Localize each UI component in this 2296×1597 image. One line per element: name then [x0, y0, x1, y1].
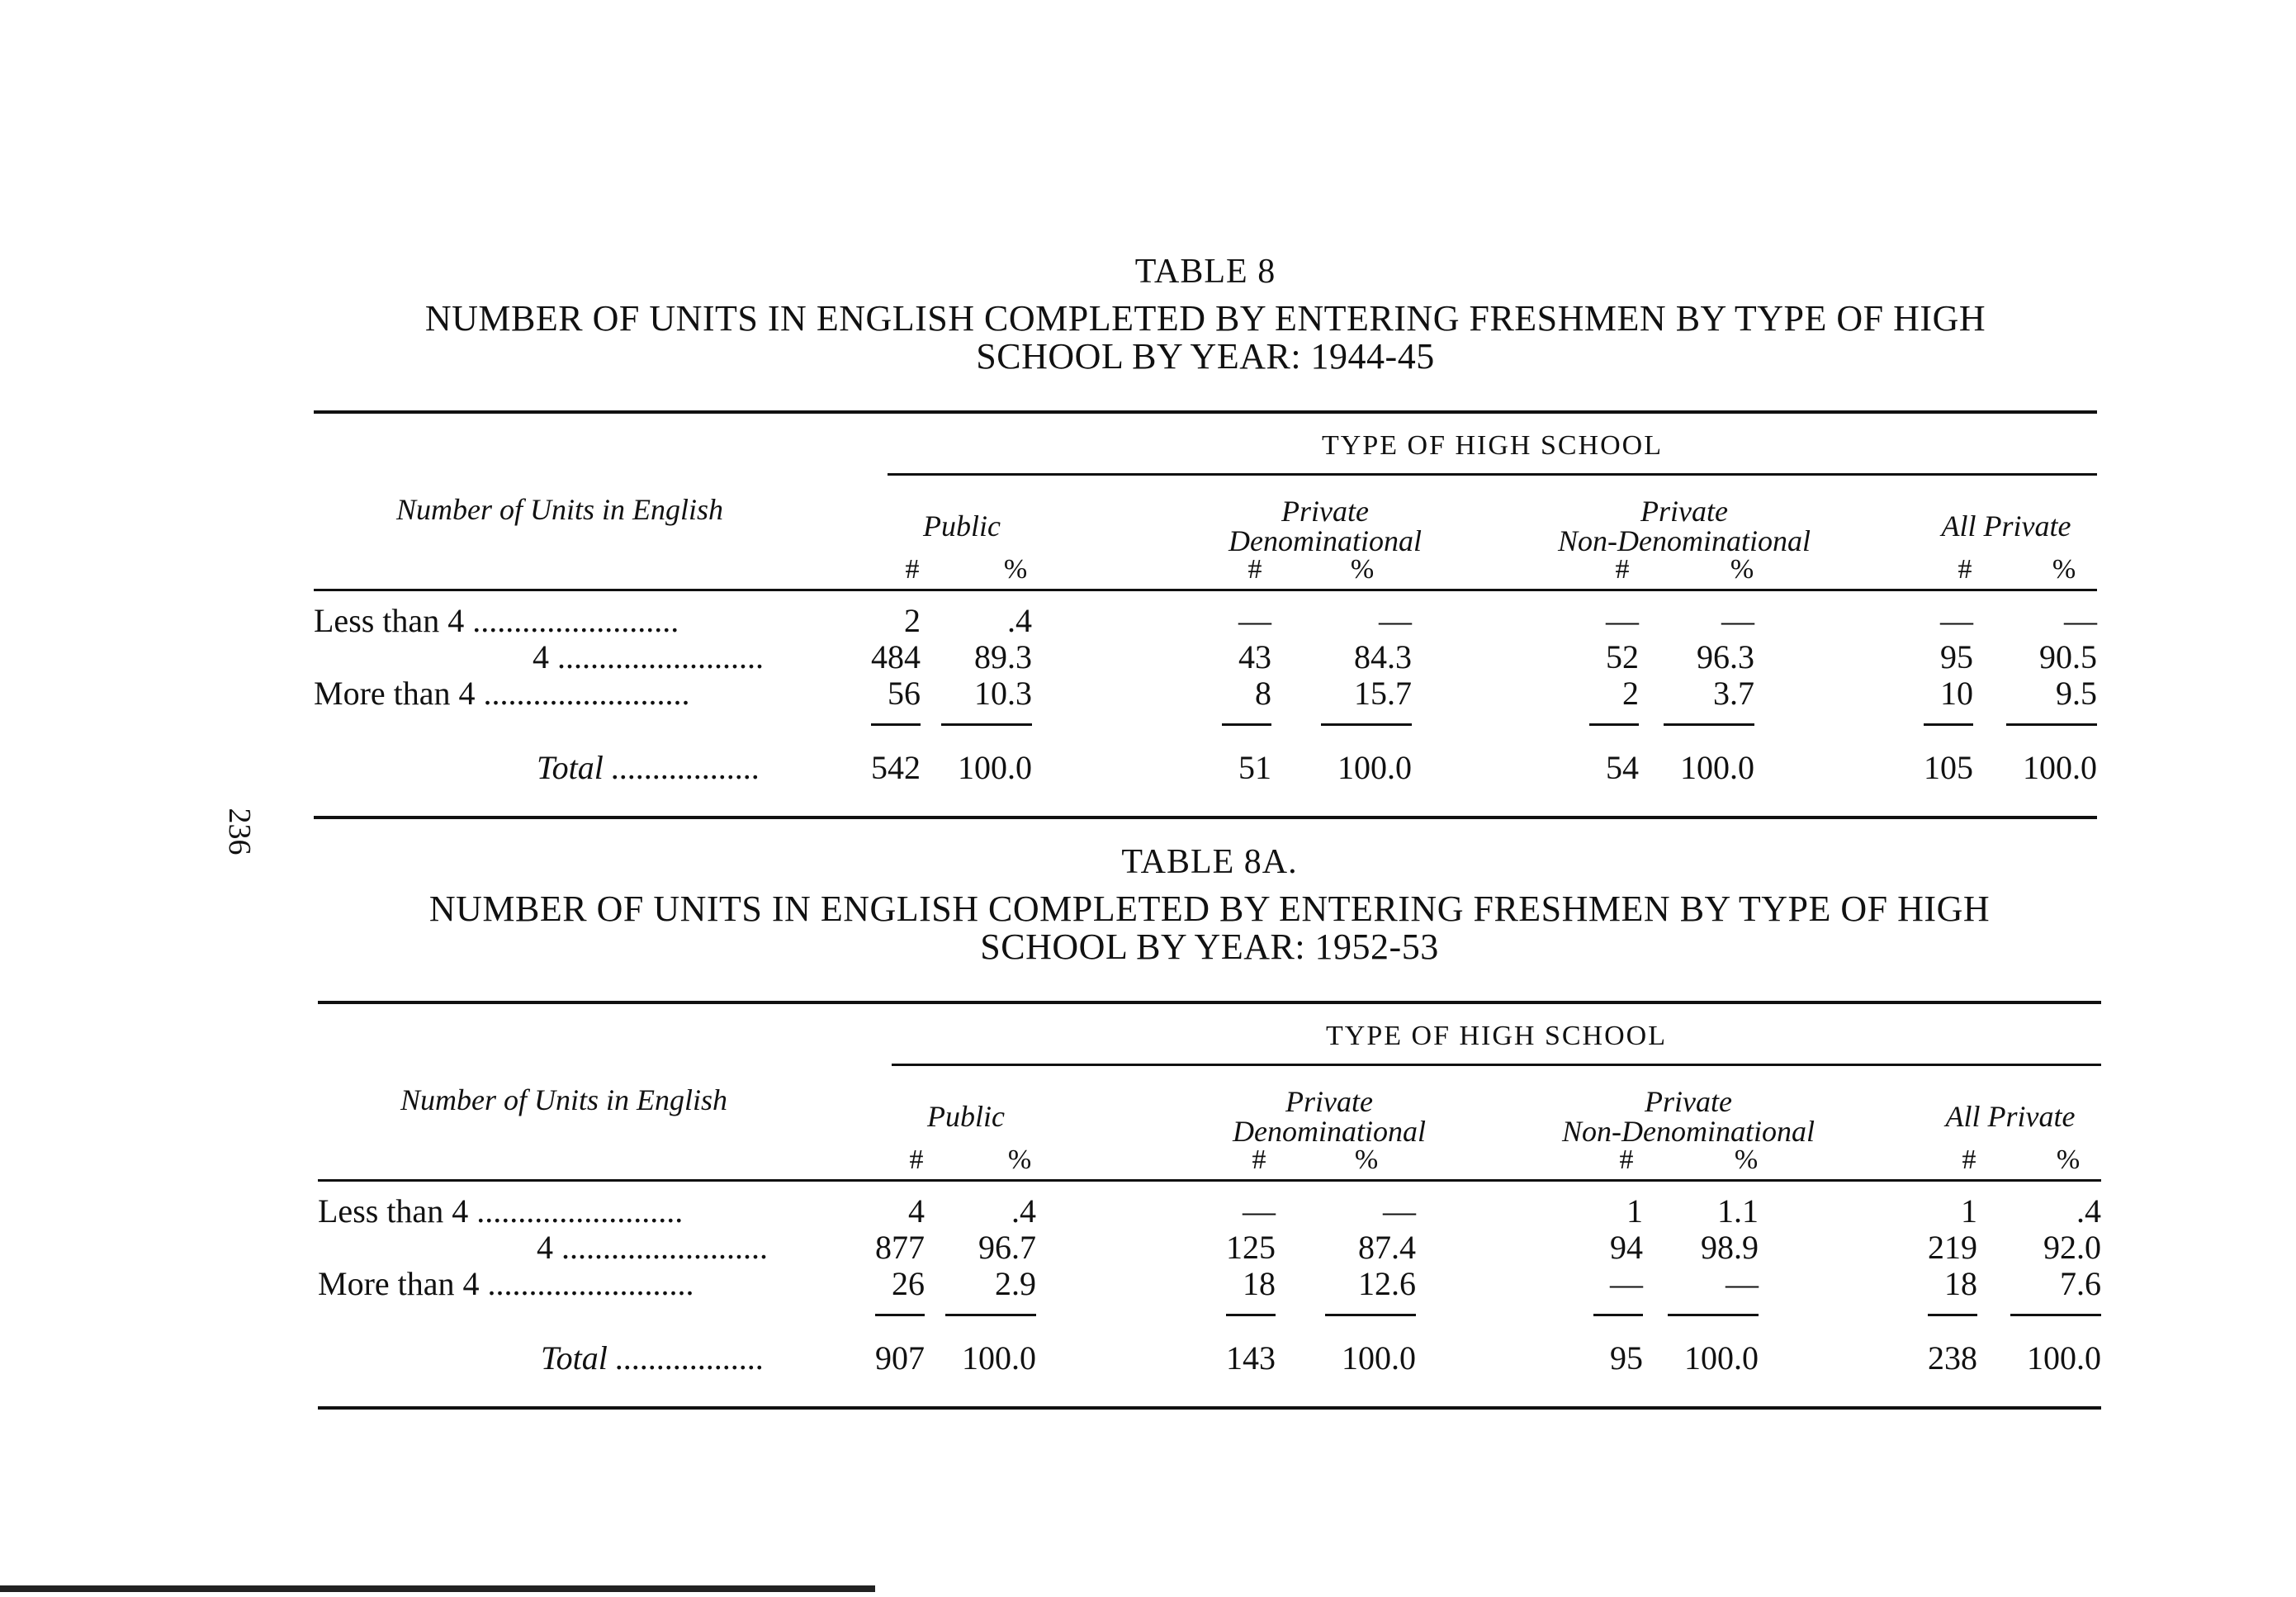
col-header-denom-num: #	[1247, 554, 1262, 585]
cell-percent: 10.3	[974, 675, 1032, 712]
table-grid	[314, 414, 2097, 819]
table-title-line-1: NUMBER OF UNITS IN ENGLISH COMPLETED BY ENTERING FRESHMEN BY TYPE OF HIGH	[424, 298, 1986, 339]
group-header-line-2: Denominational	[1228, 524, 1422, 557]
cell-count: 143	[1226, 1339, 1276, 1377]
subtotal-rule	[945, 1314, 1036, 1316]
subtotal-rule	[2010, 1314, 2101, 1316]
group-header-public	[883, 511, 1040, 541]
type-of-high-school-header: TYPE OF HIGH SCHOOL	[1326, 1021, 1667, 1051]
cell-count: 2	[904, 602, 921, 639]
cell-count: 907	[875, 1339, 925, 1377]
table-body	[318, 1182, 2101, 1406]
group-header-private-denominational	[1189, 496, 1461, 556]
cell-count: —	[1238, 602, 1271, 639]
cell-count: 2	[1622, 675, 1639, 712]
group-header-line-2: Non-Denominational	[1562, 1115, 1815, 1148]
row-label: More than 4 .........................	[314, 675, 690, 712]
subtotal-rule	[2006, 723, 2097, 726]
cell-percent: 3.7	[1713, 675, 1754, 712]
cell-percent: —	[1379, 602, 1412, 639]
row-label: More than 4 .........................	[318, 1265, 694, 1302]
cell-percent: 7.6	[2060, 1265, 2101, 1302]
bottom-rule	[318, 1406, 2101, 1410]
cell-count: 105	[1924, 749, 1973, 786]
cell-percent: 15.7	[1354, 675, 1412, 712]
subtotal-rule	[1589, 723, 1639, 726]
total-label: Total ..................	[537, 749, 760, 786]
table-row	[318, 1192, 2101, 1228]
total-row	[314, 748, 2097, 784]
group-header-line-1: Private	[1645, 1085, 1732, 1118]
row-label: Less than 4 .........................	[318, 1192, 684, 1230]
cell-count: —	[1243, 1192, 1276, 1230]
subtotal-rule	[1924, 723, 1973, 726]
cell-percent: 100.0	[1680, 749, 1754, 786]
subtotal-rule	[941, 723, 1032, 726]
cell-percent: 100.0	[1337, 749, 1412, 786]
cell-percent: 87.4	[1358, 1229, 1416, 1266]
page-number: 236	[222, 808, 257, 855]
col-header-allprivate-num: #	[1958, 554, 1972, 585]
table-row	[314, 637, 2097, 674]
group-header-line-2: Denominational	[1233, 1115, 1426, 1148]
cell-count: 56	[888, 675, 921, 712]
col-header-public-pct: %	[1003, 554, 1028, 585]
group-header-line-1: Private	[1285, 1085, 1373, 1118]
group-header-line-2: Non-Denominational	[1558, 524, 1811, 557]
cell-count: 94	[1610, 1229, 1643, 1266]
cell-count: 484	[871, 638, 921, 675]
cell-percent: 100.0	[1342, 1339, 1416, 1377]
table-label: TABLE 8A.	[1121, 843, 1298, 881]
bottom-rule	[314, 816, 2097, 819]
col-header-public-num: #	[905, 554, 920, 585]
row-label: 4 .........................	[533, 638, 764, 675]
cell-percent: .4	[1011, 1192, 1036, 1230]
group-header-line-1: Private	[1640, 495, 1728, 528]
col-header-public-num: #	[909, 1144, 924, 1175]
group-header-line-1: Public	[923, 509, 1001, 543]
subtotal-rule	[1593, 1314, 1643, 1316]
table-row	[318, 1264, 2101, 1301]
subtotal-rule	[1664, 723, 1754, 726]
cell-count: —	[1610, 1265, 1643, 1302]
type-of-high-school-header: TYPE OF HIGH SCHOOL	[1322, 430, 1663, 461]
group-header-line-1: All Private	[1941, 509, 2071, 543]
cell-percent: 90.5	[2039, 638, 2097, 675]
cell-percent: 2.9	[995, 1265, 1036, 1302]
group-header-all-private	[1920, 1102, 2101, 1131]
group-header-line-1: All Private	[1945, 1100, 2076, 1133]
subtotal-rule	[1325, 1314, 1416, 1316]
cell-count: 54	[1606, 749, 1639, 786]
cell-percent: 98.9	[1701, 1229, 1759, 1266]
group-header-private-denominational	[1193, 1087, 1465, 1146]
table-header	[318, 1004, 2101, 1179]
row-header: Number of Units in English	[396, 493, 724, 526]
cell-percent: 100.0	[1684, 1339, 1759, 1377]
cell-count: —	[1940, 602, 1973, 639]
cell-count: 877	[875, 1229, 925, 1266]
table-title-line-2: SCHOOL BY YEAR: 1944-45	[976, 336, 1435, 377]
cell-percent: —	[2064, 602, 2097, 639]
type-header-rule	[888, 473, 2097, 476]
group-header-line-1: Private	[1281, 495, 1369, 528]
col-header-denom-pct: %	[1354, 1144, 1379, 1175]
cell-percent: 100.0	[2023, 749, 2097, 786]
cell-count: 1	[1961, 1192, 1977, 1230]
table-8	[314, 252, 2097, 819]
row-label: 4 .........................	[537, 1229, 768, 1266]
cell-percent: 9.5	[2056, 675, 2097, 712]
row-label: Less than 4 .........................	[314, 602, 679, 639]
table-row	[314, 674, 2097, 710]
table-title-line-1: NUMBER OF UNITS IN ENGLISH COMPLETED BY ENTERING FRESHMEN BY TYPE OF HIGH	[428, 889, 1991, 929]
cell-count: 10	[1940, 675, 1973, 712]
table-header	[314, 414, 2097, 589]
col-header-denom-num: #	[1252, 1144, 1266, 1175]
table-title-line-2: SCHOOL BY YEAR: 1952-53	[980, 926, 1439, 967]
table-row	[318, 1228, 2101, 1264]
cell-count: 95	[1610, 1339, 1643, 1377]
table-label: TABLE 8	[1134, 253, 1276, 291]
col-header-denom-pct: %	[1350, 554, 1375, 585]
total-row	[318, 1339, 2101, 1375]
cell-count: 26	[892, 1265, 925, 1302]
subtotal-rule	[871, 723, 921, 726]
cell-count: 18	[1243, 1265, 1276, 1302]
cell-count: 125	[1226, 1229, 1276, 1266]
cell-percent: .4	[1007, 602, 1032, 639]
cell-count: 4	[908, 1192, 925, 1230]
cell-count: 8	[1255, 675, 1271, 712]
cell-count: 51	[1238, 749, 1271, 786]
subtotal-rule	[875, 1314, 925, 1316]
col-header-nondenom-num: #	[1619, 1144, 1634, 1175]
subtotal-rule	[1668, 1314, 1759, 1316]
col-header-public-pct: %	[1007, 1144, 1032, 1175]
cell-count: 18	[1944, 1265, 1977, 1302]
subtotal-rule	[1321, 723, 1412, 726]
cell-percent: 100.0	[2027, 1339, 2101, 1377]
cell-count: 52	[1606, 638, 1639, 675]
cell-count: 1	[1626, 1192, 1643, 1230]
total-label: Total ..................	[541, 1339, 765, 1377]
table-8a	[318, 842, 2101, 1410]
cell-percent: —	[1383, 1192, 1416, 1230]
group-header-line-1: Public	[927, 1100, 1005, 1133]
cell-percent: 96.7	[978, 1229, 1036, 1266]
table-row	[314, 601, 2097, 637]
col-header-nondenom-pct: %	[1734, 1144, 1759, 1175]
col-header-nondenom-num: #	[1615, 554, 1630, 585]
subtotal-rule	[1226, 1314, 1276, 1316]
scan-edge-bar	[0, 1585, 875, 1592]
col-header-allprivate-pct: %	[2056, 1144, 2081, 1175]
cell-percent: 100.0	[962, 1339, 1036, 1377]
group-header-all-private	[1915, 511, 2097, 541]
col-header-allprivate-pct: %	[2052, 554, 2076, 585]
cell-count: 238	[1928, 1339, 1977, 1377]
subtotal-rule	[1222, 723, 1271, 726]
cell-percent: —	[1721, 602, 1754, 639]
cell-percent: 1.1	[1717, 1192, 1759, 1230]
cell-count: 542	[871, 749, 921, 786]
cell-percent: 96.3	[1697, 638, 1754, 675]
cell-percent: 92.0	[2043, 1229, 2101, 1266]
group-header-private-non-denominational	[1511, 496, 1858, 556]
table-body	[314, 591, 2097, 816]
cell-count: —	[1606, 602, 1639, 639]
group-header-public	[888, 1102, 1044, 1131]
cell-percent: —	[1726, 1265, 1759, 1302]
group-header-private-non-denominational	[1515, 1087, 1862, 1146]
cell-count: 95	[1940, 638, 1973, 675]
table-grid	[318, 1004, 2101, 1410]
cell-percent: 100.0	[958, 749, 1032, 786]
cell-percent: 89.3	[974, 638, 1032, 675]
subtotal-rule	[1928, 1314, 1977, 1316]
col-header-allprivate-num: #	[1962, 1144, 1976, 1175]
type-header-rule	[892, 1064, 2101, 1066]
cell-count: 219	[1928, 1229, 1977, 1266]
cell-percent: 12.6	[1358, 1265, 1416, 1302]
row-header: Number of Units in English	[400, 1083, 728, 1116]
col-header-nondenom-pct: %	[1730, 554, 1754, 585]
cell-count: 43	[1238, 638, 1271, 675]
cell-percent: 84.3	[1354, 638, 1412, 675]
cell-percent: .4	[2076, 1192, 2101, 1230]
